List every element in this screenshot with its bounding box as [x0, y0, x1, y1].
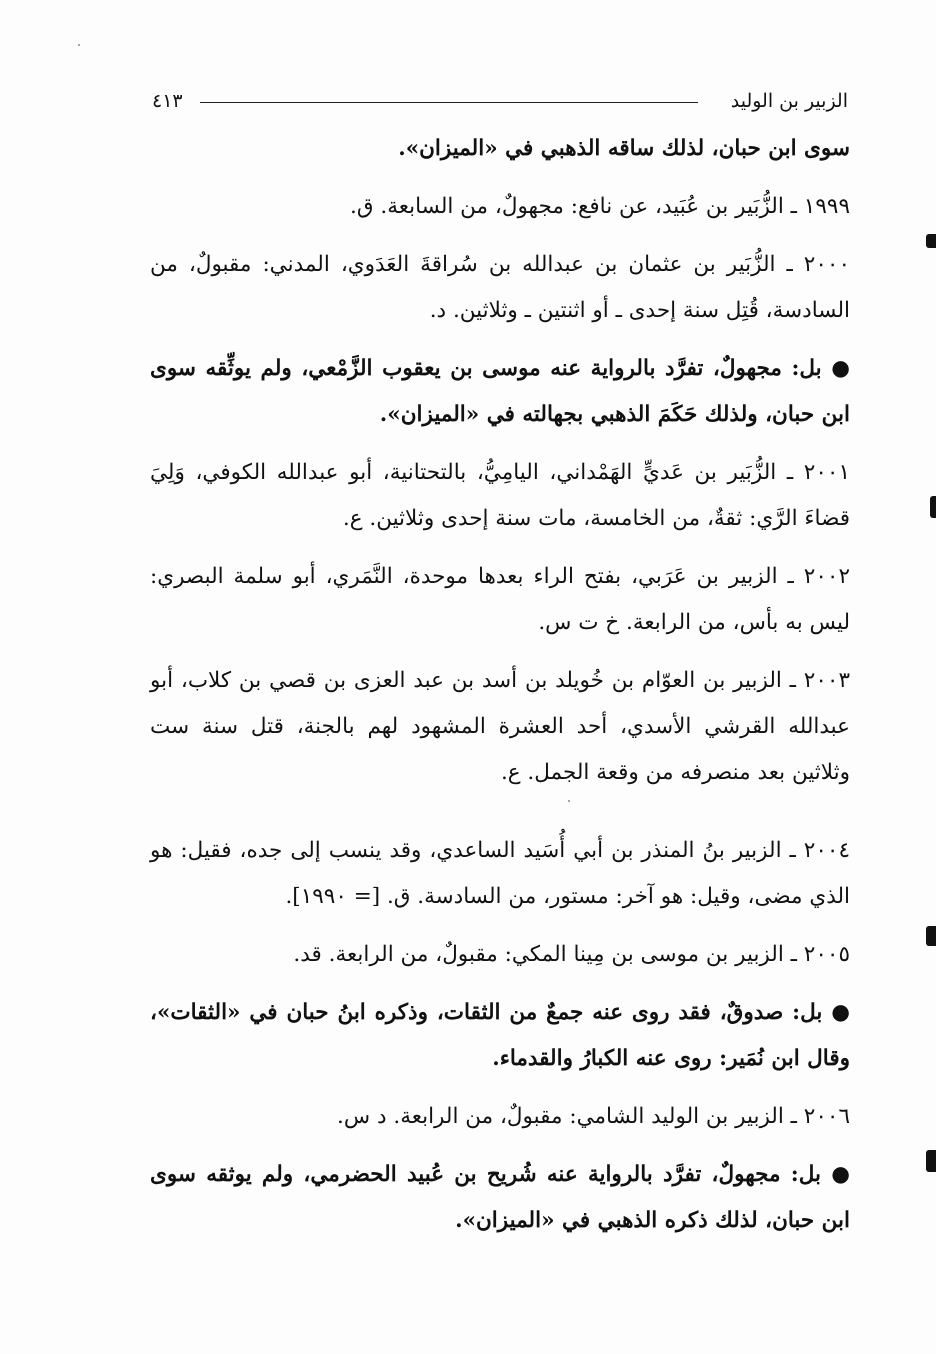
- entry-2000: ٢٠٠٠ ـ الزُّبَير بن عثمان بن عبدالله بن سُراقةَ العَدَوي، المدني: مقبولٌ، من السادسة، قُتِل سنة إحدى ـ أو اثنتين ـ وثلاثين. د.: [150, 252, 850, 323]
- running-title: الزبير بن الوليد: [725, 88, 848, 114]
- comment-2006: ● بل: مجهولٌ، تفرَّد بالرواية عنه شُريح بن عُبيد الحضرمي، ولم يوثقه سوى ابن حبان، لذلك ذكره الذهبي في «الميزان».: [150, 1162, 850, 1233]
- comment-2005: ● بل: صدوقٌ، فقد روى عنه جمعٌ من الثقات، وذكره ابنُ حبان في «الثقات»، وقال ابن نُمَير: روى عنه الكبارُ والقدماء.: [150, 1000, 850, 1071]
- entry-2006: ٢٠٠٦ ـ الزبير بن الوليد الشامي: مقبولٌ، من الرابعة. د س.: [337, 1104, 850, 1129]
- entry-2001: ٢٠٠١ ـ الزُّبَير بن عَديٍّ الهَمْداني، اليامِيُّ، بالتحتانية، أبو عبدالله الكوفي، وَلِيَ قضاءَ الرَّي: ثقةٌ، من الخامسة، مات سنة إحدى وثلاثين. ع.: [150, 460, 850, 531]
- page-header: [152, 88, 848, 118]
- scan-edge-mark: [926, 926, 936, 946]
- entry-2004: ٢٠٠٤ ـ الزبير بنُ المنذر بن أبي أُسَيد الساعدي، وقد ينسب إلى جده، فقيل: هو الذي مضى، وقيل: هو آخر: مستور، من السادسة. ق. [= ١٩٩٠].: [150, 838, 850, 909]
- scan-speck: [568, 800, 570, 802]
- scan-edge-mark: [926, 234, 936, 248]
- page-body: [150, 126, 850, 1256]
- page-number: ٤١٣: [152, 90, 183, 112]
- header-rule: [200, 102, 698, 103]
- entry-1999: ١٩٩٩ ـ الزُّبَير بن عُبَيد، عن نافع: مجهولٌ، من السابعة. ق.: [350, 194, 850, 219]
- scan-speck: [78, 44, 80, 46]
- entry-2005: ٢٠٠٥ ـ الزبير بن موسى بن مِينا المكي: مقبولٌ، من الرابعة. قد.: [293, 942, 850, 967]
- comment-2000: ● بل: مجهولٌ، تفرَّد بالرواية عنه موسى بن يعقوب الزَّمْعي، ولم يوثِّقه سوى ابن حبان، ولذلك حَكَمَ الذهبي بجهالته في «الميزان».: [150, 356, 850, 427]
- entry-2002: ٢٠٠٢ ـ الزبير بن عَرَبي، بفتح الراء بعدها موحدة، النَّمَري، أبو سلمة البصري: ليس به بأس، من الرابعة. خ ت س.: [150, 564, 850, 635]
- entry-2003: ٢٠٠٣ ـ الزبير بن العوّام بن خُويلد بن أسد بن عبد العزى بن قصي بن كلاب، أبو عبدالله القرشي الأسدي، أحد العشرة المشهود لهم بالجنة، قتل سنة ست وثلاثين بعد منصرفه من وقعة الجمل. ع.: [150, 668, 850, 785]
- entry-continuation: سوى ابن حبان، لذلك ساقه الذهبي في «الميزان».: [398, 136, 850, 161]
- scan-edge-mark: [926, 1150, 936, 1172]
- scan-edge-mark: [930, 496, 936, 518]
